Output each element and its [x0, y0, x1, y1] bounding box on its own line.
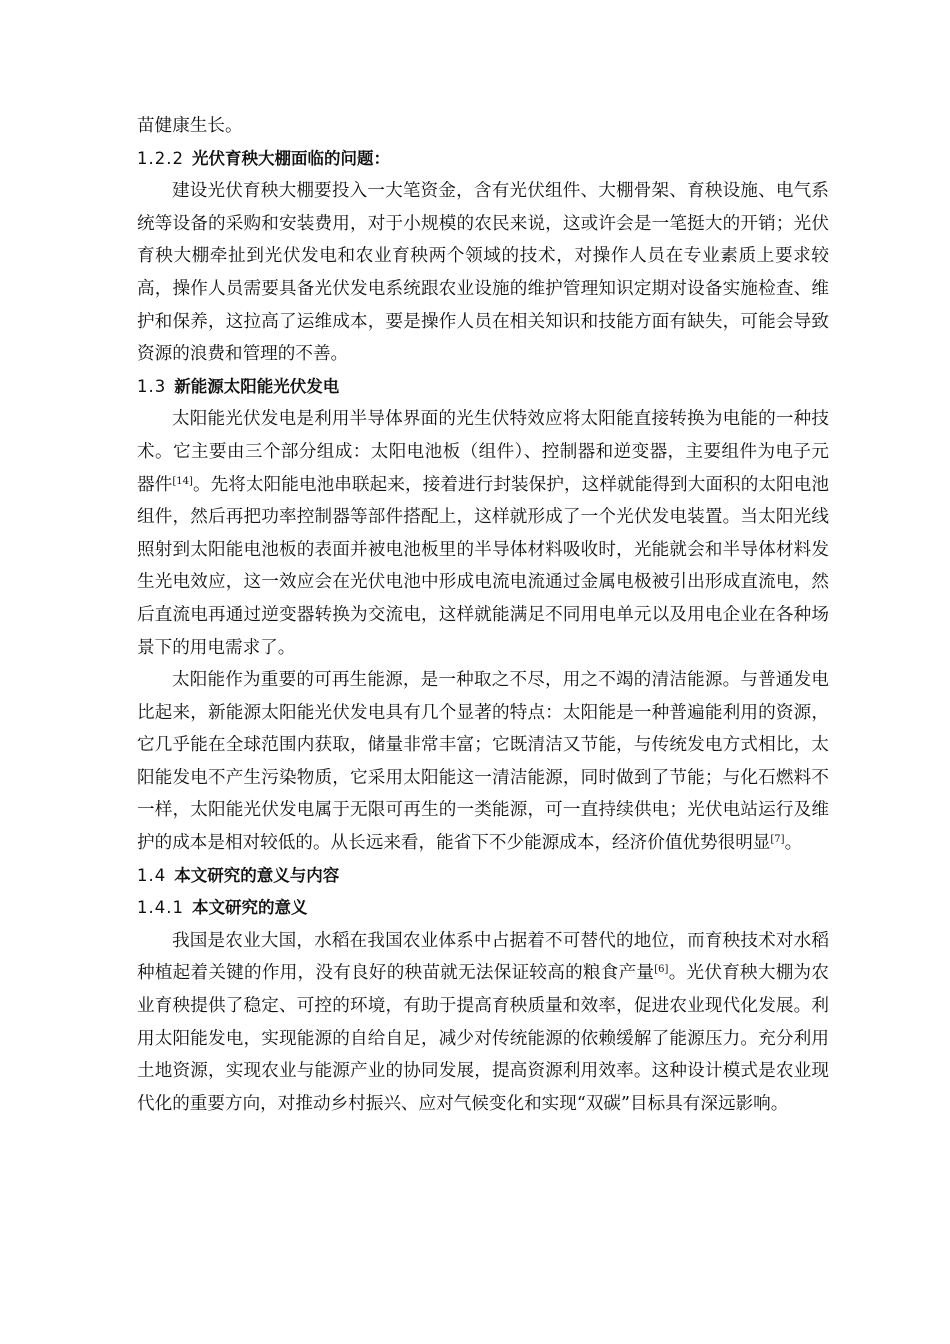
paragraph-1-3-b	[137, 664, 829, 860]
paragraph-text: 。	[784, 833, 803, 854]
heading-title: 新能源太阳能光伏发电	[174, 376, 340, 396]
citation-ref: [14]	[172, 475, 193, 487]
paragraph-1-3-a	[137, 403, 829, 664]
heading-1-2-2	[137, 143, 829, 176]
citation-ref: [7]	[770, 834, 785, 846]
paragraph-text: 。先将太阳能电池串联起来，接着进行封装保护，这样就能得到大面积的太阳电池组件，然后再把功率控制器等部件搭配上，这样就形成了一个光伏发电装置。当太阳光线照射到太阳能电池板的表面并被电池板里的半导体材料吸收时，光能就会和半导体材料发生光电效应，这一效应会在光伏电池中形成电流电流通过金属电极被引出形成直流电，然后直流电再通过逆变器转换为交流电，这样就能满足不同用电单元以及用电企业在各种场景下的用电需求了。	[137, 474, 829, 658]
heading-title: 光伏育秧大棚面临的问题：	[191, 148, 390, 168]
heading-1-4-1	[137, 892, 829, 925]
heading-title: 本文研究的意义	[191, 898, 308, 918]
heading-number: 1.3	[137, 376, 167, 396]
heading-number: 1.2.2	[137, 148, 184, 168]
heading-title: 本文研究的意义与内容	[174, 865, 340, 885]
heading-1-4	[137, 860, 829, 893]
heading-number: 1.4.1	[137, 898, 184, 918]
paragraph-1-2-2: 建设光伏育秧大棚要投入一大笔资金，含有光伏组件、大棚骨架、育秧设施、电气系统等设备的采购和安装费用，对于小规模的农民来说，这或许会是一笔挺大的开销；光伏育秧大棚牵扯到光伏发电和农业育秧两个领域的技术，对操作人员在专业素质上要求较高，操作人员需要具备光伏发电系统跟农业设施的维护管理知识定期对设备实施检查、维护和保养，这拉高了运维成本，要是操作人员在相关知识和技能方面有缺失，可能会导致资源的浪费和管理的不善。	[137, 181, 829, 365]
paragraph-1-4-1	[137, 925, 829, 1121]
paragraph-text: 太阳能光伏发电是利用半导体界面的光生伏特效应将太阳能直接转换为电能的一种技术。它主要由三个部分组成：太阳电池板（组件）、控制器和逆变器，主要组件为电子元器件	[137, 409, 829, 495]
paragraph-text: 我国是农业大国，水稻在我国农业体系中占据着不可替代的地位，而育秧技术对水稻种植起着关键的作用，没有良好的秧苗就无法保证较高的粮食产量	[137, 930, 829, 984]
paragraph-text: 。光伏育秧大棚为农业育秧提供了稳定、可控的环境，有助于提高育秧质量和效率，促进农业现代化发展。利用太阳能发电，实现能源的自给自足，减少对传统能源的依赖缓解了能源压力。充分利用土地资源，实现农业与能源产业的协同发展，提高资源利用效率。这种设计模式是农业现代化的重要方向，对推动乡村振兴、应对气候变化和实现“双碳”目标具有深远影响。	[137, 963, 829, 1114]
continuation-text: 苗健康生长。	[137, 116, 243, 136]
page-content	[137, 110, 829, 1120]
heading-number: 1.4	[137, 865, 167, 885]
citation-ref: [6]	[654, 964, 669, 976]
heading-1-3	[137, 371, 829, 404]
paragraph-text: 太阳能作为重要的可再生能源，是一种取之不尽，用之不竭的清洁能源。与普通发电比起来，新能源太阳能光伏发电具有几个显著的特点：太阳能是一种普遍能利用的资源，它几乎能在全球范围内获取，储量非常丰富；它既清洁又节能，与传统发电方式相比，太阳能发电不产生污染物质，它采用太阳能这一清洁能源，同时做到了节能；与化石燃料不一样，太阳能光伏发电属于无限可再生的一类能源，可一直持续供电；光伏电站运行及维护的成本是相对较低的。从长远来看，能省下不少能源成本，经济价值优势很明显	[137, 670, 829, 854]
